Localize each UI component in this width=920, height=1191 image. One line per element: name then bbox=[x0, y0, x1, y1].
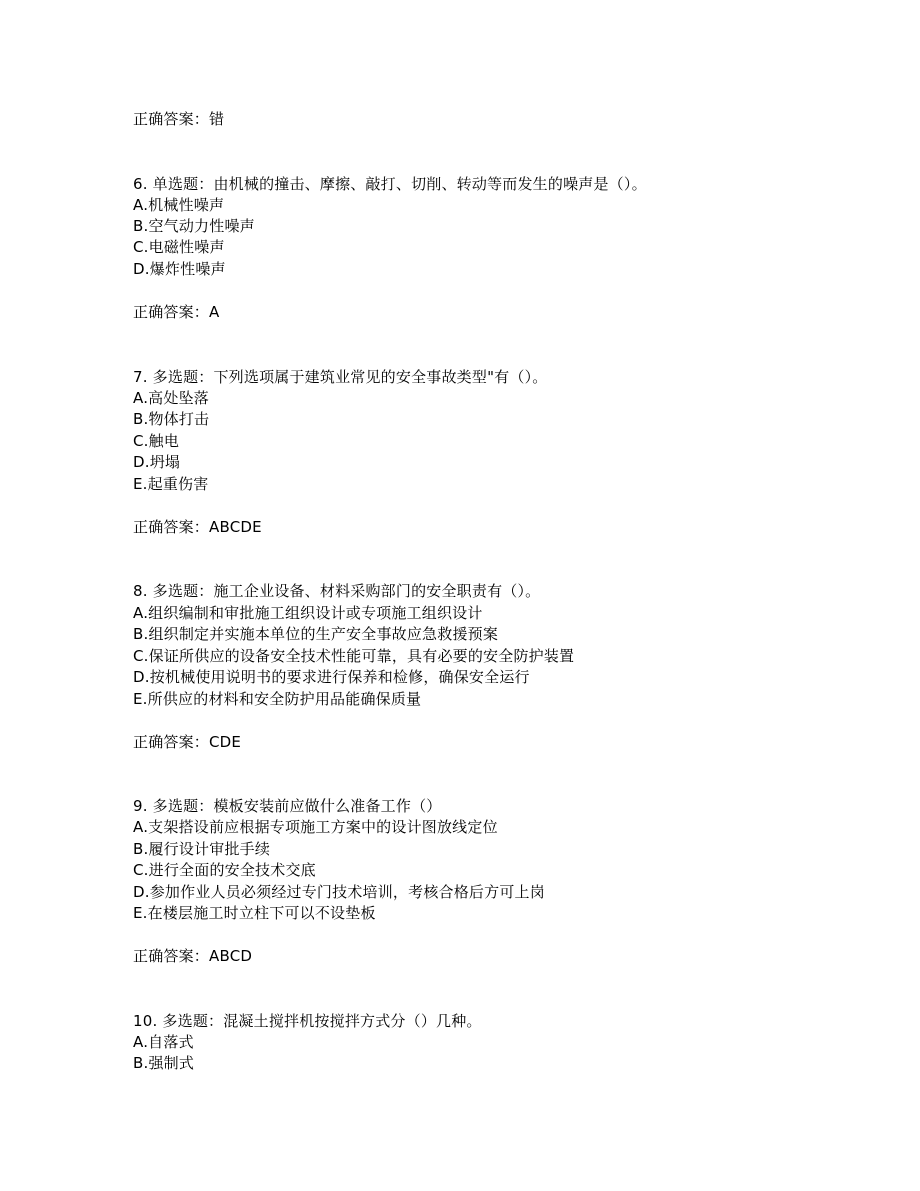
question-8-option-b: B.组织制定并实施本单位的生产安全事故应急救援预案 bbox=[133, 625, 499, 643]
question-9-stem: 9. 多选题：模板安装前应做什么准备工作（） bbox=[133, 797, 442, 815]
question-9-option-c: C.进行全面的安全技术交底 bbox=[133, 861, 316, 879]
question-8-stem: 8. 多选题：施工企业设备、材料采购部门的安全职责有（）。 bbox=[133, 582, 541, 600]
question-7-option-b: B.物体打击 bbox=[133, 410, 210, 428]
question-6-stem: 6. 单选题：由机械的撞击、摩擦、敲打、切削、转动等而发生的噪声是（）。 bbox=[133, 175, 647, 193]
answer-7: 正确答案：ABCDE bbox=[133, 518, 262, 536]
question-7-option-c: C.触电 bbox=[133, 432, 180, 450]
question-7-option-d: D.坍塌 bbox=[133, 453, 181, 471]
question-8-option-e: E.所供应的材料和安全防护用品能确保质量 bbox=[133, 690, 422, 708]
answer-5: 正确答案：错 bbox=[133, 110, 225, 128]
question-8-option-a: A.组织编制和审批施工组织设计或专项施工组织设计 bbox=[133, 604, 483, 622]
question-10-option-b: B.强制式 bbox=[133, 1054, 195, 1072]
answer-8: 正确答案：CDE bbox=[133, 733, 242, 751]
answer-6: 正确答案：A bbox=[133, 303, 220, 321]
question-8-option-c: C.保证所供应的设备安全技术性能可靠，具有必要的安全防护装置 bbox=[133, 647, 575, 665]
question-9-option-a: A.支架搭设前应根据专项施工方案中的设计图放线定位 bbox=[133, 818, 498, 836]
question-6-option-d: D.爆炸性噪声 bbox=[133, 260, 226, 278]
question-10-stem: 10. 多选题：混凝土搅拌机按搅拌方式分（）几种。 bbox=[133, 1012, 482, 1030]
question-10-option-a: A.自落式 bbox=[133, 1033, 194, 1051]
question-9-option-b: B.履行设计审批手续 bbox=[133, 840, 271, 858]
question-9-option-e: E.在楼层施工时立柱下可以不设垫板 bbox=[133, 904, 376, 922]
question-7-option-e: E.起重伤害 bbox=[133, 475, 209, 493]
question-6-option-a: A.机械性噪声 bbox=[133, 196, 225, 214]
question-6-option-c: C.电磁性噪声 bbox=[133, 238, 225, 256]
question-7-stem: 7. 多选题：下列选项属于建筑业常见的安全事故类型"有（）。 bbox=[133, 368, 548, 386]
question-6-option-b: B.空气动力性噪声 bbox=[133, 217, 255, 235]
question-7-option-a: A.高处坠落 bbox=[133, 389, 209, 407]
answer-9: 正确答案：ABCD bbox=[133, 947, 253, 965]
question-8-option-d: D.按机械使用说明书的要求进行保养和检修，确保安全运行 bbox=[133, 668, 530, 686]
question-9-option-d: D.参加作业人员必须经过专门技术培训，考核合格后方可上岗 bbox=[133, 883, 545, 901]
